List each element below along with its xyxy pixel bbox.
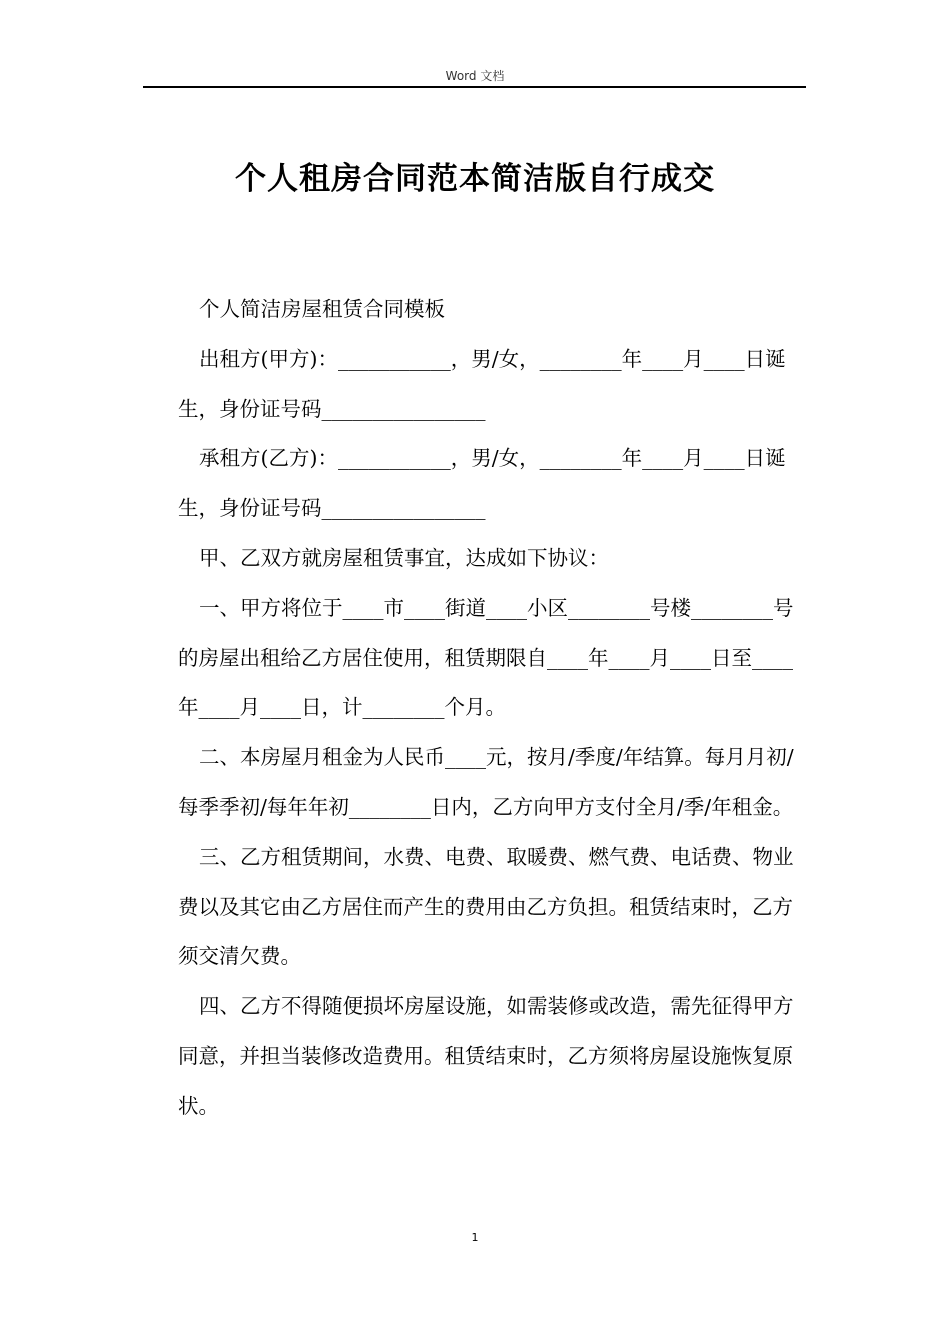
- header-divider: [143, 86, 806, 88]
- paragraph-subtitle: 个人简洁房屋租赁合同模板: [199, 297, 445, 321]
- document-body: [178, 285, 808, 1132]
- document-title: 个人租房合同范本简洁版自行成交: [235, 161, 715, 197]
- paragraph-clause-2: 二、本房屋月租金为人民币____元，按月/季度/年结算。每月月初/每季季初/每年年初________日内，乙方向甲方支付全月/季/年租金。: [178, 745, 794, 819]
- paragraph-lessee: 承租方(乙方)：___________，男/女，________年____月____日诞生，身份证号码________________: [178, 446, 786, 521]
- paragraph-clause-4: 四、乙方不得随便损坏房屋设施，如需装修或改造，需先征得甲方同意，并担当装修改造费用。租赁结束时，乙方须将房屋设施恢复原状。: [178, 994, 794, 1118]
- paragraph-agreement-intro: 甲、乙双方就房屋租赁事宜，达成如下协议：: [199, 545, 609, 570]
- page-number: 1: [471, 1231, 479, 1244]
- page-header-label: Word 文档: [445, 69, 505, 83]
- paragraph-lessor: 出租方(甲方)：___________，男/女，________年____月____日诞生，身份证号码________________: [178, 346, 786, 421]
- paragraph-clause-1: 一、甲方将位于____市____街道____小区________号楼________号的房屋出租给乙方居住使用，租赁期限自____年____月____日至____年____月____日，计________个月。: [178, 595, 794, 720]
- paragraph-clause-3: 三、乙方租赁期间，水费、电费、取暖费、燃气费、电话费、物业费以及其它由乙方居住而产生的费用由乙方负担。租赁结束时，乙方须交清欠费。: [178, 844, 794, 969]
